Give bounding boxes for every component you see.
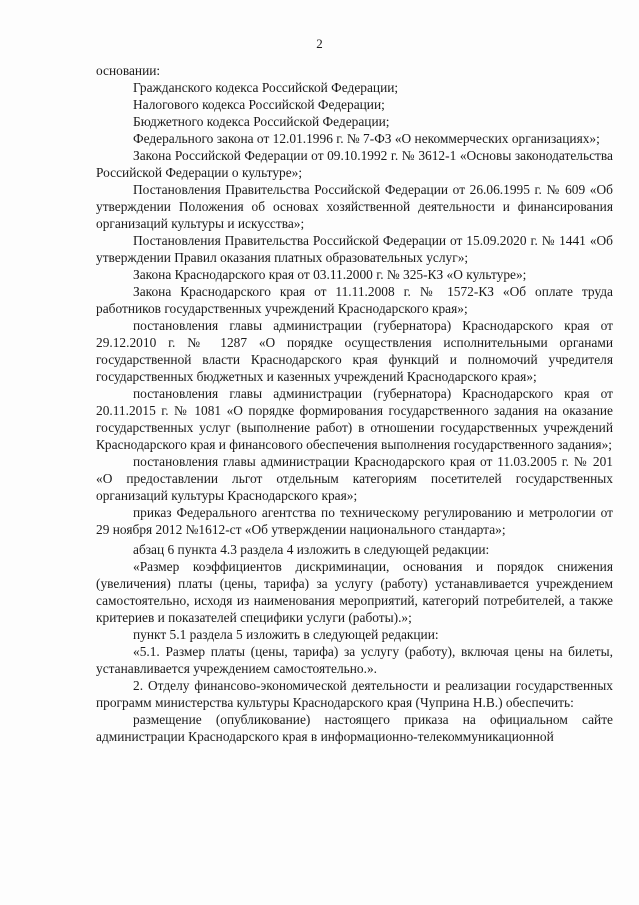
paragraph: Постановления Правительства Российской Федерации от 26.06.1995 г. № 609 «Об утверждении Положения об основах хозяйственной деятельности и финансирования организаций культуры и искусства»;: [96, 182, 613, 231]
paragraph: Закона Краснодарского края от 03.11.2000 г. № 325-КЗ «О культуре»;: [133, 267, 527, 282]
paragraph: пункт 5.1 раздела 5 изложить в следующей редакции:: [133, 627, 439, 642]
paragraph: Постановления Правительства Российской Федерации от 15.09.2020 г. № 1441 «Об утверждении Правил оказания платных образовательных услуг»;: [96, 233, 613, 265]
paragraph: постановления главы администрации (губернатора) Краснодарского края от 29.12.2010 г. № 1287 «О порядке осуществления исполнительными органами государственной власти Краснодарского края функций и полномочий учредителя государственных бюджетных и казенных учреждений Краснодарского края»;: [96, 318, 613, 384]
paragraph: постановления главы администрации Краснодарского края от 11.03.2005 г. № 201 «О предоставлении льгот отдельным категориям посетителей государственных организаций культуры Краснодарского края»;: [96, 454, 613, 503]
paragraph: основании:: [96, 63, 161, 78]
document-body: [96, 62, 613, 745]
paragraph: размещение (опубликование) настоящего приказа на официальном сайте администрации Краснодарского края в информационно-телекоммуникационной: [96, 712, 613, 744]
paragraph: приказ Федерального агентства по техническому регулированию и метрологии от 29 ноября 2012 №1612-ст «Об утверждении национального стандарта»;: [96, 505, 613, 537]
paragraph: Закона Российской Федерации от 09.10.1992 г. № 3612-1 «Основы законодательства Российской Федерации о культуре»;: [96, 148, 613, 180]
paragraph: 2. Отделу финансово-экономической деятельности и реализации государственных программ министерства культуры Краснодарского края (Чуприна Н.В.) обеспечить:: [96, 678, 613, 710]
paragraph: Гражданского кодекса Российской Федерации;: [133, 80, 399, 95]
paragraph: Налогового кодекса Российской Федерации;: [133, 97, 385, 112]
paragraph: постановления главы администрации (губернатора) Краснодарского края от 20.11.2015 г. № 1081 «О порядке формирования государственного задания на оказание государственных услуг (выполнение работ) в отношении государственных учреждений Краснодарского края и финансового обеспечения выполнения государственного задания»;: [96, 386, 613, 452]
paragraph: «5.1. Размер платы (цены, тарифа) за услугу (работу), включая цены на билеты, устанавливается учреждением самостоятельно.».: [96, 644, 613, 676]
paragraph: «Размер коэффициентов дискриминации, основания и порядок снижения (увеличения) платы (цены, тарифа) за услугу (работу) устанавливается учреждением самостоятельно, исходя из наименования мероприятий, категорий потребителей, а также критериев и показателей специфики услуги (работы).»;: [96, 559, 613, 625]
paragraph: Бюджетного кодекса Российской Федерации;: [133, 114, 390, 129]
paragraph: Федерального закона от 12.01.1996 г. № 7-ФЗ «О некоммерческих организациях»;: [133, 131, 600, 146]
paragraph: Закона Краснодарского края от 11.11.2008 г. № 1572-КЗ «Об оплате труда работников государственных учреждений Краснодарского края»;: [96, 284, 613, 316]
page-number: 2: [316, 36, 323, 51]
paragraph: абзац 6 пункта 4.3 раздела 4 изложить в следующей редакции:: [133, 542, 490, 557]
